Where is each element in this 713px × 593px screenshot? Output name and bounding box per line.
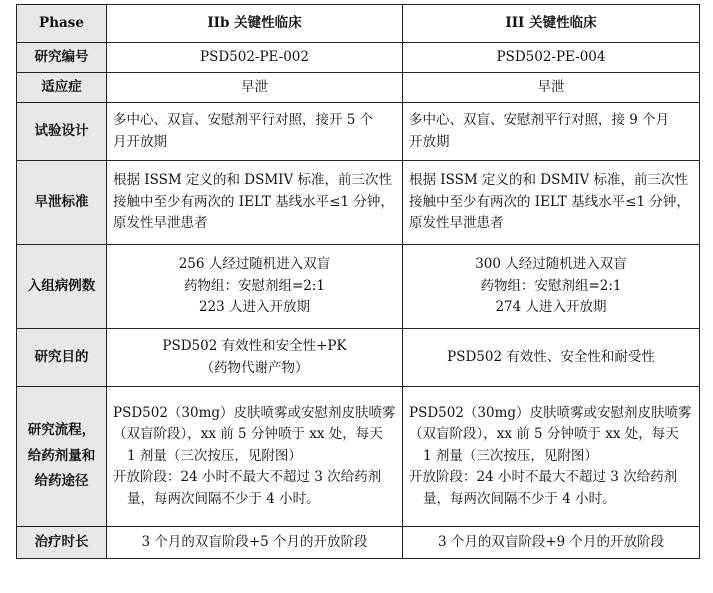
trial-comparison-table: [16, 4, 700, 559]
table-row: [17, 161, 700, 245]
cell-iib: 3 个月的双盲阶段+5 个月的开放阶段: [107, 527, 403, 559]
row-label: 试验设计: [17, 103, 107, 161]
cell-iib: PSD502（30mg）皮肤喷雾或安慰剂皮肤喷雾 （双盲阶段），xx 前 5 分钟喷于 xx 处，每天 1 剂量（三次按压，见附图） 开放阶段：24 小时不最大不超过 3 次给药剂 量，每两次间隔不少于 4 小时。: [107, 387, 403, 527]
row-label: 治疗时长: [17, 527, 107, 559]
cell-iii: PSD502（30mg）皮肤喷雾或安慰剂皮肤喷雾 （双盲阶段），xx 前 5 分钟喷于 xx 处，每天 1 剂量（三次按压，见附图） 开放阶段：24 小时不最大不超过 3 次给药剂 量，每两次间隔不少于 4 小时。: [403, 387, 700, 527]
row-label: 研究编号: [17, 43, 107, 73]
table-row: [17, 245, 700, 329]
header-iii: III 关键性临床: [403, 5, 700, 43]
cell-iii: 300 人经过随机进入双盲 药物组：安慰剂组=2:1 274 人进入开放期: [403, 245, 700, 329]
table-row: [17, 73, 700, 103]
header-phase: Phase: [17, 5, 107, 43]
table-row: [17, 43, 700, 73]
row-label-line: 研究流程，: [27, 422, 96, 439]
cell-iii: 早泄: [403, 73, 700, 103]
row-label-line: 给药途径: [34, 473, 89, 490]
header-iib: IIb 关键性临床: [107, 5, 403, 43]
cell-iii: PSD502-PE-004: [403, 43, 700, 73]
row-label-line: 给药剂量和: [27, 447, 96, 464]
cell-iii: PSD502 有效性、安全性和耐受性: [403, 329, 700, 387]
cell-iib: PSD502 有效性和安全性+PK （药物代谢产物）: [107, 329, 403, 387]
cell-iii: 3 个月的双盲阶段+9 个月的开放阶段: [403, 527, 700, 559]
table-row: [17, 387, 700, 527]
row-label: 研究目的: [17, 329, 107, 387]
cell-iii: 多中心、双盲、安慰剂平行对照，接 9 个月 开放期: [403, 103, 700, 161]
cell-iib: 256 人经过随机进入双盲 药物组：安慰剂组=2:1 223 人进入开放期: [107, 245, 403, 329]
cell-iib: 多中心、双盲、安慰剂平行对照，接开 5 个 月开放期: [107, 103, 403, 161]
row-label: 适应症: [17, 73, 107, 103]
row-label-multiline: [17, 387, 107, 527]
table-row: [17, 103, 700, 161]
cell-iib: 根据 ISSM 定义的和 DSMIV 标准，前三次性 接触中至少有两次的 IELT 基线水平≤1 分钟， 原发性早泄患者: [107, 161, 403, 245]
table-row: [17, 527, 700, 559]
header-row: [17, 5, 700, 43]
table-row: [17, 329, 700, 387]
row-label: 早泄标准: [17, 161, 107, 245]
cell-iib: PSD502-PE-002: [107, 43, 403, 73]
cell-iii: 根据 ISSM 定义的和 DSMIV 标准，前三次性 接触中至少有两次的 IELT 基线水平≤1 分钟， 原发性早泄患者: [403, 161, 700, 245]
row-label: 入组病例数: [17, 245, 107, 329]
cell-iib: 早泄: [107, 73, 403, 103]
